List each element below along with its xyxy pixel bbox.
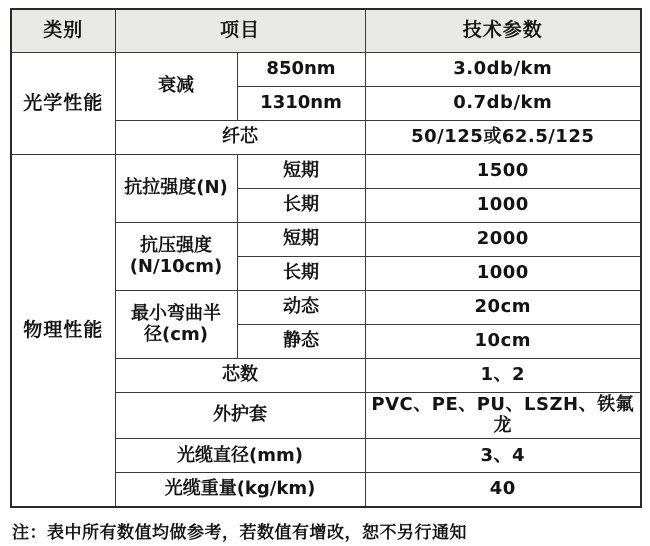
- value-core-count: 1、2: [365, 359, 641, 393]
- item-crush-short: 短期: [237, 223, 365, 257]
- footnote: 注：表中所有数值均做参考，若数值有增改，恕不另行通知: [12, 522, 467, 543]
- value-bend-dynamic: 20cm: [365, 291, 641, 325]
- item-core-count: 芯数: [115, 359, 365, 393]
- value-attenuation-850: 3.0db/km: [365, 53, 641, 87]
- item-tensile-long: 长期: [237, 189, 365, 223]
- table-row: [11, 155, 641, 189]
- value-crush-short: 2000: [365, 223, 641, 257]
- crush-label-line1: 抗压强度: [140, 234, 212, 256]
- group-tensile-strength: [115, 155, 237, 223]
- bend-label-line1: 最小弯曲半: [131, 302, 221, 324]
- value-jacket: PVC、PE、PU、LSZH、铁氟龙: [365, 393, 641, 439]
- header-parameter: 技术参数: [365, 9, 641, 53]
- crush-label-line2: (N/10cm): [129, 255, 223, 277]
- item-fiber-core: 纤芯: [115, 121, 365, 155]
- tensile-label: 抗拉强度(N): [124, 177, 228, 199]
- value-attenuation-1310: 0.7db/km: [365, 87, 641, 121]
- table-row: [11, 53, 641, 87]
- value-cable-diameter: 3、4: [365, 439, 641, 473]
- category-physical: 物理性能: [11, 155, 115, 507]
- item-1310nm: 1310nm: [237, 87, 365, 121]
- header-item: 项目: [115, 9, 365, 53]
- group-bend-radius: [115, 291, 237, 359]
- value-cable-weight: 40: [365, 473, 641, 507]
- table-body: [11, 53, 641, 507]
- bend-label-line2: 径(cm): [144, 323, 208, 345]
- specification-table: [10, 8, 642, 508]
- item-crush-long: 长期: [237, 257, 365, 291]
- item-tensile-short: 短期: [237, 155, 365, 189]
- value-crush-long: 1000: [365, 257, 641, 291]
- table-header: [11, 9, 641, 53]
- header-row: [11, 9, 641, 53]
- group-attenuation: 衰减: [115, 53, 237, 121]
- item-cable-diameter: 光缆直径(mm): [115, 439, 365, 473]
- item-jacket: 外护套: [115, 393, 365, 439]
- item-bend-dynamic: 动态: [237, 291, 365, 325]
- category-optical: 光学性能: [11, 53, 115, 155]
- header-category: 类别: [11, 9, 115, 53]
- item-cable-weight: 光缆重量(kg/km): [115, 473, 365, 507]
- value-tensile-long: 1000: [365, 189, 641, 223]
- group-crush-strength: [115, 223, 237, 291]
- item-850nm: 850nm: [237, 53, 365, 87]
- value-fiber-core: 50/125或62.5/125: [365, 121, 641, 155]
- value-bend-static: 10cm: [365, 325, 641, 359]
- item-bend-static: 静态: [237, 325, 365, 359]
- value-tensile-short: 1500: [365, 155, 641, 189]
